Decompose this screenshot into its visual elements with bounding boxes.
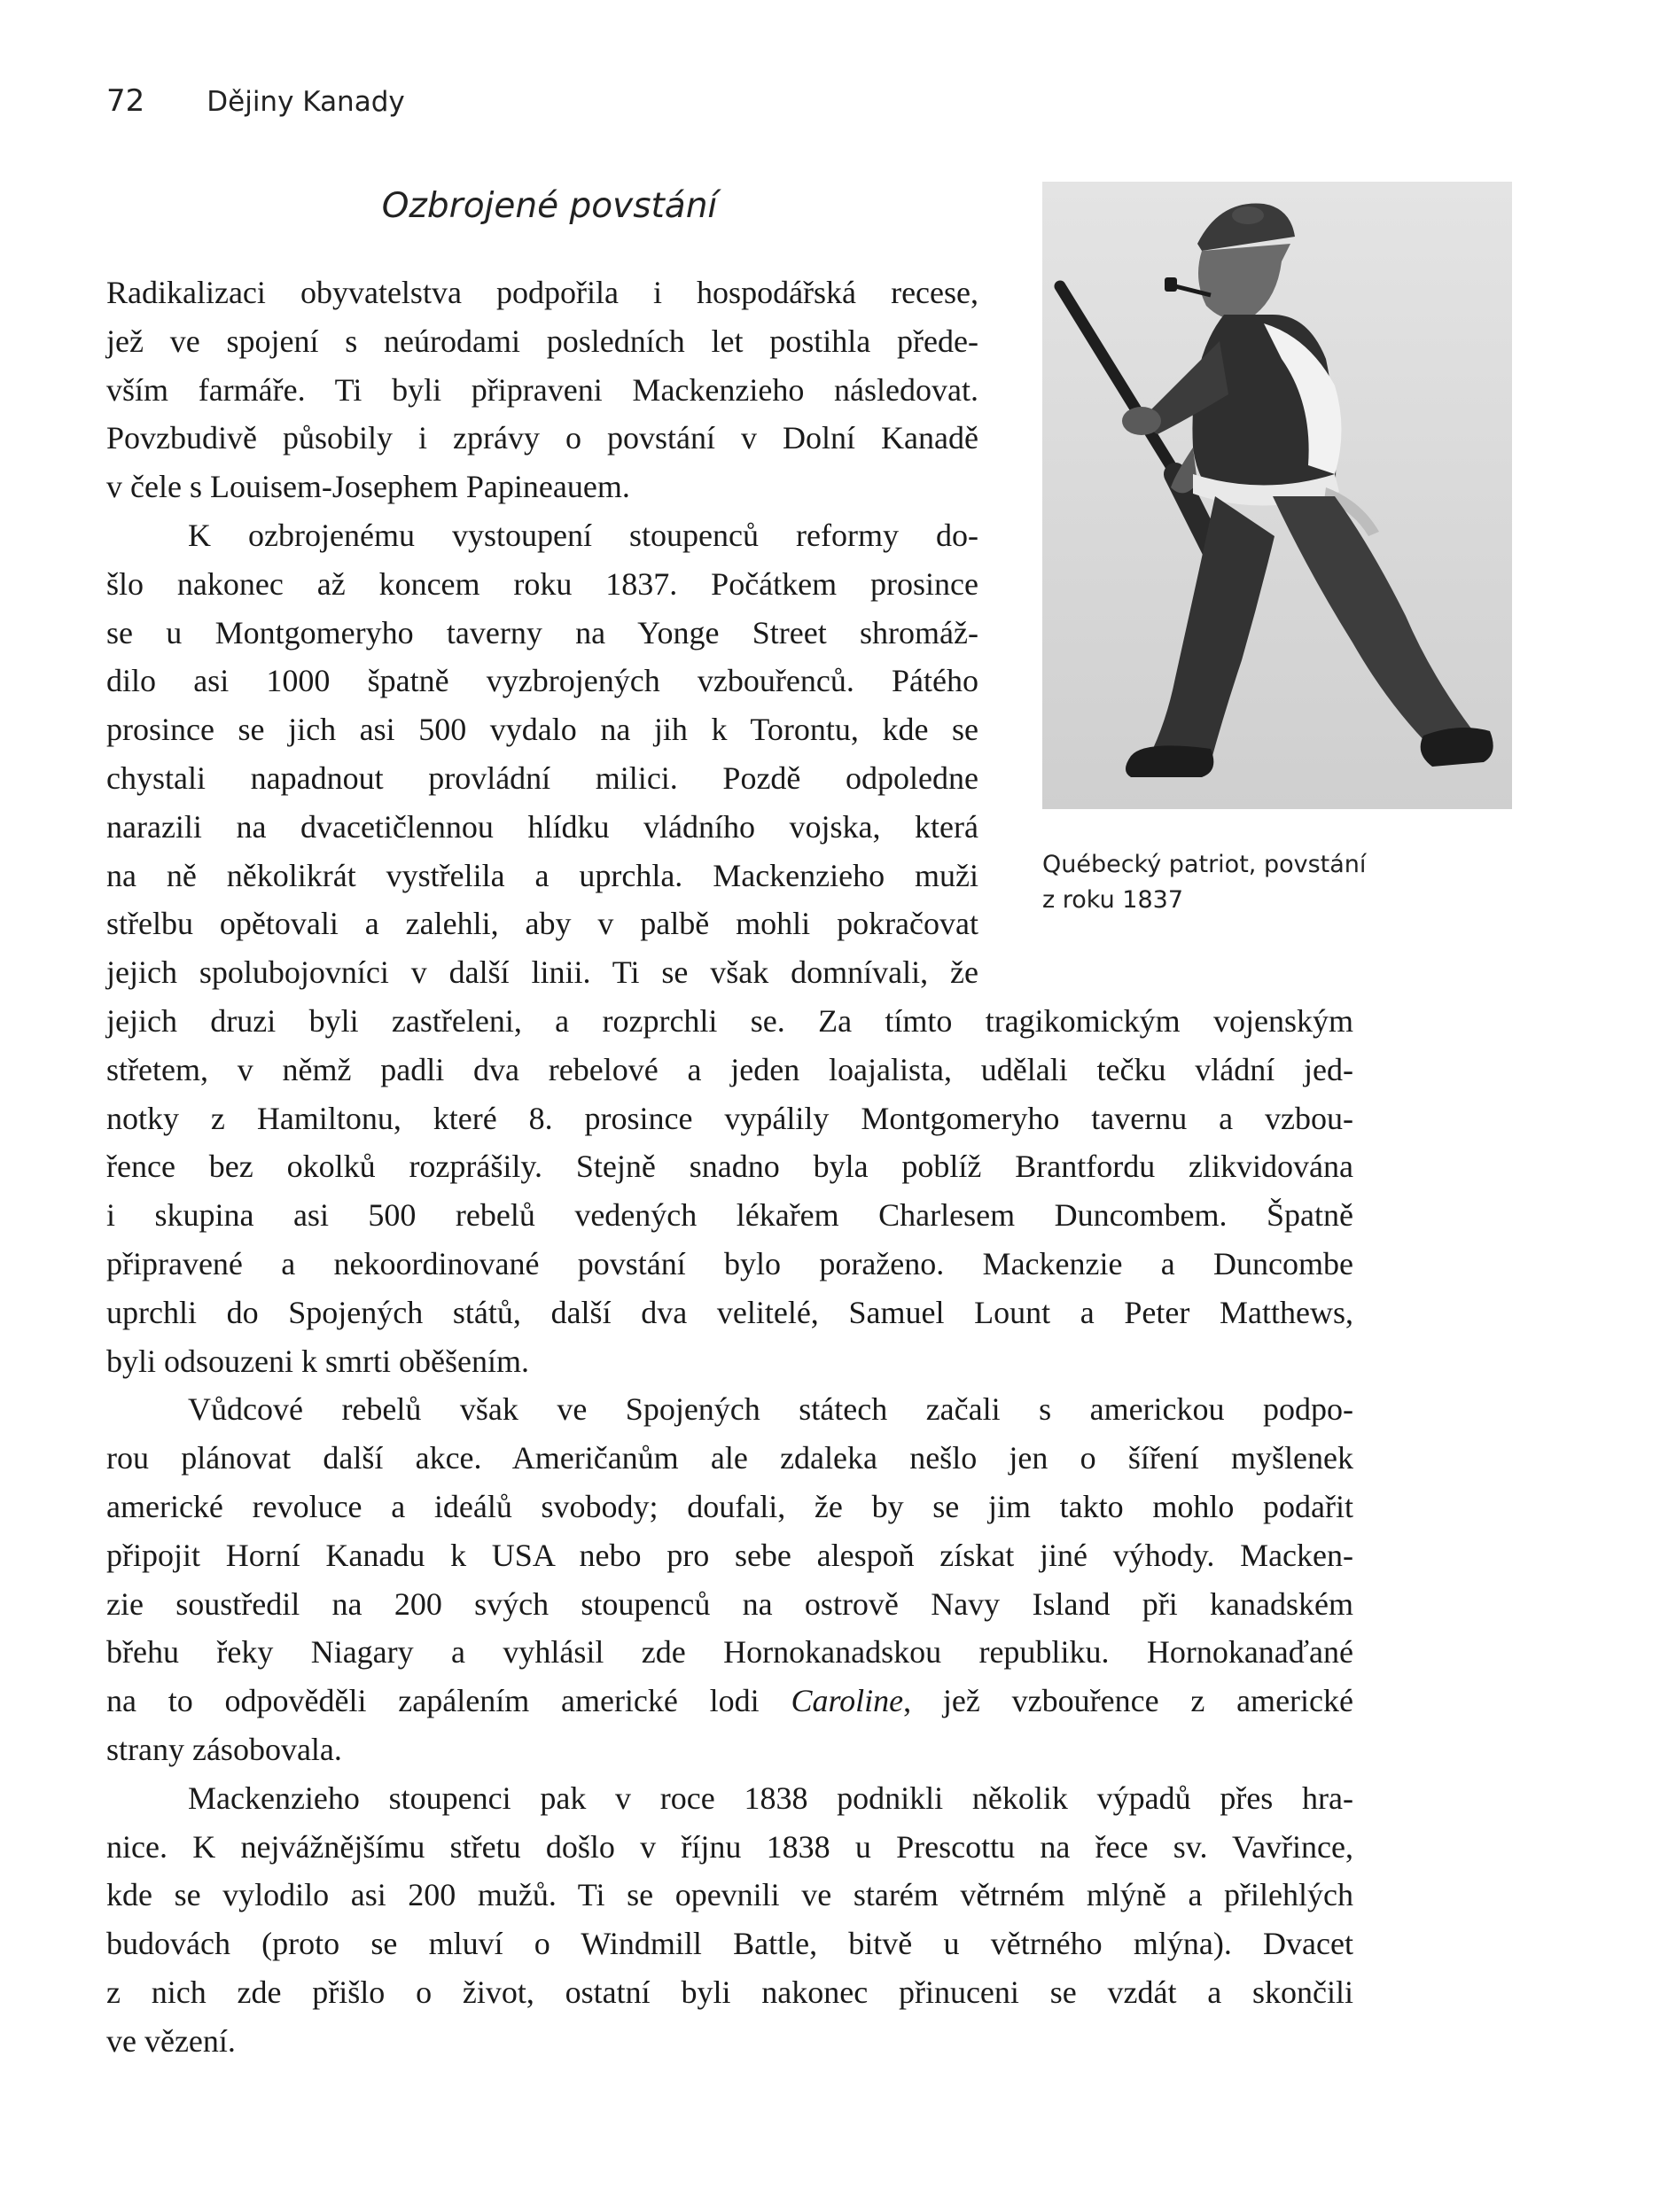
text-line: jejich spolubojovníci v další linii. Ti se však domnívali, že (106, 954, 978, 991)
page-number: 72 (106, 83, 145, 119)
caption-line: Québecký patriot, povstání (1042, 851, 1367, 878)
ship-name: Caroline (791, 1683, 904, 1719)
text-line: jež ve spojení s neúrodami posledních let postihla přede- (106, 323, 978, 359)
text-line: se u Montgomeryho taverny na Yonge Street shromáž- (106, 614, 978, 650)
text-line: z nich zde přišlo o život, ostatní byli nakonec přinuceni se vzdát a skončili (106, 1974, 1353, 2010)
caption-line: z roku 1837 (1042, 886, 1183, 914)
text-line: chystali napadnout provládní milici. Pozdě odpoledne (106, 759, 978, 796)
text-line: rou plánovat další akce. Američanům ale zdaleka nešlo jen o šíření myšlenek (106, 1440, 1353, 1476)
text-line: byli odsouzeni k smrti oběšením. (106, 1343, 529, 1379)
text-line: vším farmáře. Ti byli připraveni Mackenzieho následovat. (106, 371, 978, 408)
text-line: jejich druzi byli zastřeleni, a rozprchli se. Za tímto tragikomickým vojenským (106, 1002, 1353, 1039)
text-line: prosince se jich asi 500 vydalo na jih k Torontu, kde se (106, 712, 978, 748)
text-line: nice. K nejvážnějšímu střetu došlo v říjnu 1838 u Prescottu na řece sv. Vavřince, (106, 1828, 1353, 1865)
text-line: Povzbudivě působily i zprávy o povstání v Dolní Kanadě (106, 420, 978, 456)
text-line: narazili na dvacetičlennou hlídku vládního vojska, která (106, 808, 978, 845)
text-line: notky z Hamiltonu, které 8. prosince vypálily Montgomeryho tavernu a vzbou- (106, 1100, 1353, 1136)
section-title: Ozbrojené povstání (381, 186, 718, 226)
text-line: kde se vylodilo asi 200 mužů. Ti se opevnili ve starém větrném mlýně a přilehlých (106, 1877, 1353, 1913)
text-line: uprchli do Spojených států, další dva velitelé, Samuel Lount a Peter Matthews, (106, 1294, 1353, 1330)
text-line: střetem, v němž padli dva rebelové a jeden loajalista, udělali tečku vládní jed- (106, 1051, 1353, 1087)
text-line: na ně několikrát vystřelila a uprchla. Mackenzieho muži (106, 857, 978, 893)
book-title: Dějiny Kanady (207, 86, 405, 118)
text-line: dilo asi 1000 špatně vyzbrojených vzbouřenců. Pátého (106, 663, 978, 699)
text-line: břehu řeky Niagary a vyhlásil zde Hornokanadskou republiku. Hornokanaďané (106, 1634, 1353, 1671)
text-line: K ozbrojenému vystoupení stoupenců reformy do- (188, 517, 978, 553)
text-line: Vůdcové rebelů však ve Spojených státech začali s americkou podpo- (188, 1391, 1353, 1428)
text-line: americké revoluce a ideálů svobody; doufali, že by se jim takto mohlo podařit (106, 1488, 1353, 1524)
text-line: zie soustředil na 200 svých stoupenců na ostrově Navy Island při kanadském (106, 1585, 1353, 1622)
text-segment: , jež vzbouřence z americké (903, 1683, 1353, 1719)
text-segment: na to odpověděli zapálením americké lodi (106, 1683, 791, 1719)
text-line: připravené a nekoordinované povstání bylo poraženo. Mackenzie a Duncombe (106, 1245, 1353, 1281)
text-line: i skupina asi 500 rebelů vedených lékařem Charlesem Duncombem. Špatně (106, 1197, 1353, 1234)
text-line: budovách (proto se mluví o Windmill Battle, bitvě u větrného mlýna). Dvacet (106, 1926, 1353, 1962)
text-line: střelbu opětovali a zalehli, aby v palbě mohli pokračovat (106, 906, 978, 942)
text-line: šlo nakonec až koncem roku 1837. Počátkem prosince (106, 565, 978, 602)
text-line: Radikalizaci obyvatelstva podpořila i hospodářská recese, (106, 275, 978, 310)
text-line-caroline (106, 1677, 1353, 1725)
text-line: ve vězení. (106, 2022, 236, 2059)
text-line: připojit Horní Kanadu k USA nebo pro sebe alespoň získat jiné výhody. Macken- (106, 1537, 1353, 1573)
text-line: Mackenzieho stoupenci pak v roce 1838 podnikli několik výpadů přes hra- (188, 1780, 1353, 1816)
text-line: v čele s Louisem-Josephem Papineauem. (106, 469, 630, 505)
text-line: strany zásobovala. (106, 1731, 342, 1767)
running-head (106, 83, 405, 119)
text-line: řence bez okolků rozprášily. Stejně snadno byla poblíž Brantfordu zlikvidována (106, 1149, 1353, 1185)
body-text (106, 269, 1353, 2065)
